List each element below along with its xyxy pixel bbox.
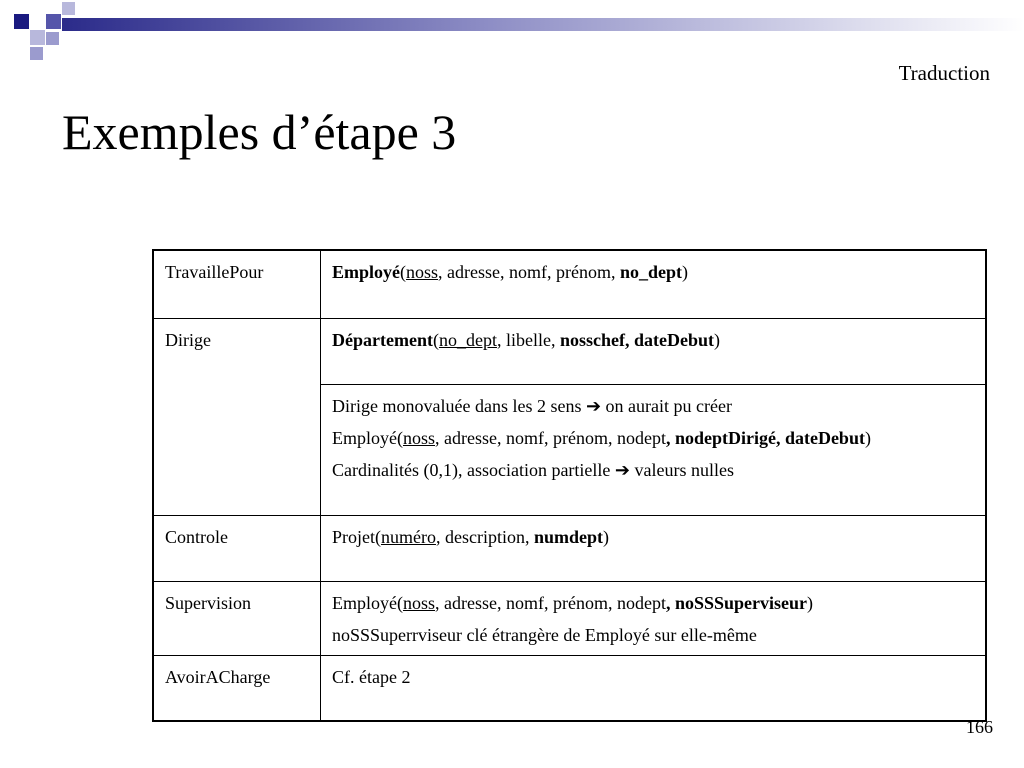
- foreign-key: , nodeptDirigé, dateDebut: [665, 427, 865, 448]
- deco-square: [62, 2, 75, 15]
- table-row: [153, 250, 986, 318]
- foreign-key: nosschef, dateDebut: [559, 329, 714, 350]
- schema-text: , adresse, nomf, prénom, nodept: [435, 427, 666, 448]
- schema-text: Employé(: [332, 592, 403, 613]
- relation-cell: [321, 318, 987, 384]
- note-text: Dirige monovaluée dans les 2 sens ➔ on aurait pu créer: [332, 395, 732, 416]
- page-number: 166: [966, 717, 993, 737]
- foreign-key: no_dept: [619, 262, 682, 282]
- schema-text: Projet(: [332, 526, 381, 547]
- primary-key: noss: [402, 427, 435, 448]
- schema-text: , libelle,: [496, 329, 560, 350]
- page-title: Exemples d’étape 3: [62, 104, 457, 160]
- note-text: noSSSuperrviseur clé étrangère de Employé sur elle-même: [332, 624, 757, 645]
- schema-text: ): [864, 427, 871, 448]
- relation-cell: [321, 515, 987, 581]
- primary-key: numéro: [381, 526, 436, 547]
- relation-name: Employé: [332, 262, 401, 282]
- association-name: AvoirACharge: [153, 655, 321, 721]
- section-label: Traduction: [898, 61, 990, 85]
- schema-text: , adresse, nomf, prénom, nodept: [435, 592, 666, 613]
- table-row: [153, 581, 986, 655]
- primary-key: noss: [402, 592, 435, 613]
- primary-key: no_dept: [438, 329, 497, 350]
- table-row: [153, 655, 986, 721]
- header-gradient-bar: [62, 18, 1024, 31]
- foreign-key: numdept: [533, 526, 603, 547]
- schema-text: Employé(: [332, 427, 403, 448]
- note-text: Cf. étape 2: [332, 666, 411, 687]
- association-name: TravaillePour: [153, 250, 321, 318]
- schema-text: ): [713, 329, 720, 350]
- relation-cell: [321, 655, 987, 721]
- schema-text: ): [682, 262, 688, 282]
- relation-cell: [321, 384, 987, 515]
- translation-table: [152, 249, 987, 722]
- relation-schema: [332, 328, 975, 352]
- association-name: Dirige: [153, 318, 321, 515]
- table-row: [153, 318, 986, 384]
- deco-square: [46, 14, 61, 29]
- schema-text: (: [400, 262, 407, 282]
- deco-square: [30, 30, 45, 45]
- arrow-right-icon: ➔: [585, 395, 602, 416]
- relation-schema: [332, 525, 975, 549]
- corner-decoration: [0, 0, 1024, 62]
- schema-text: , adresse, nomf, prénom,: [438, 262, 620, 282]
- deco-square: [14, 14, 29, 29]
- primary-key: noss: [406, 262, 439, 282]
- table-row: [153, 515, 986, 581]
- deco-square: [46, 32, 59, 45]
- relation-name: Département: [332, 329, 433, 350]
- relation-cell: [321, 581, 987, 655]
- association-name: Supervision: [153, 581, 321, 655]
- foreign-key: , noSSSuperviseur: [665, 592, 807, 613]
- schema-text: ): [603, 526, 609, 547]
- relation-schema: [332, 260, 975, 284]
- association-name: Controle: [153, 515, 321, 581]
- relation-schema: [332, 426, 975, 450]
- relation-schema: [332, 591, 975, 615]
- deco-square: [30, 47, 43, 60]
- note-text: Cardinalités (0,1), association partielle ➔ valeurs nulles: [332, 459, 734, 480]
- schema-text: (: [432, 329, 439, 350]
- schema-text: ): [807, 592, 813, 613]
- relation-cell: [321, 250, 987, 318]
- arrow-right-icon: ➔: [614, 459, 631, 480]
- schema-text: , description,: [435, 526, 534, 547]
